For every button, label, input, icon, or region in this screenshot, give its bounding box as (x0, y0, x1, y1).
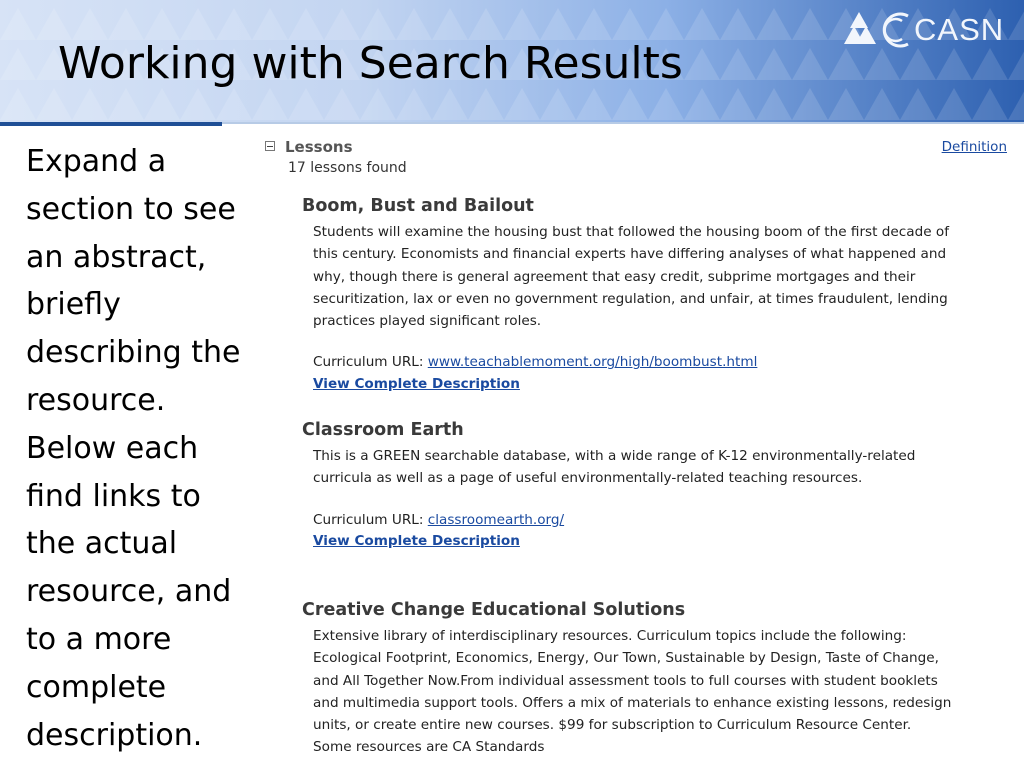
view-description-link[interactable]: View Complete Description (313, 533, 520, 550)
lesson-item (302, 195, 953, 395)
lesson-description: This is a GREEN searchable database, with a wide range of K-12 environmentally-related curricula as well as a page of useful environmentally-related teaching resources. (313, 448, 916, 487)
slide-title: Working with Search Results (58, 38, 683, 89)
results-count: 17 lessons found (288, 160, 407, 176)
lesson-title: Creative Change Educational Solutions (302, 600, 686, 620)
logo-text: CASN (914, 12, 1005, 47)
header-rule-dark (0, 122, 222, 126)
curriculum-url-label: Curriculum URL: (313, 511, 424, 528)
search-results-screenshot (240, 129, 1024, 768)
header-rule-light (222, 122, 1024, 124)
lesson-description: Extensive library of interdisciplinary resources. Curriculum topics include the following: Ecological Footprint, Economics, Energy, Our Town, Sustainable by Design, Taste of Change, and All Together Now.From individual assessment tools to full courses with student booklets and multimedia support tools. Offers a mix of materials to enhance existing lessons, redesign units, or create entire new courses. $99 for subscription to Curriculum Resource Center. Some resources are CA Standards (313, 628, 952, 756)
definition-link[interactable]: Definition (941, 139, 1007, 155)
curriculum-url-label: Curriculum URL: (313, 354, 424, 371)
section-title: Lessons (285, 138, 353, 156)
lesson-item (302, 419, 953, 552)
instruction-text: Expand a section to see an abstract, briefly describing the resource. Below each find links to the actual resource, and to a more complete description. (26, 144, 241, 753)
curriculum-url-link[interactable]: www.teachablemoment.org/high/boombust.html (427, 354, 758, 371)
curriculum-url-row (313, 352, 953, 374)
lesson-description: Students will examine the housing bust that followed the housing boom of the first decade of this century. Economists and financial experts have differing analyses of what happened and why, though there is general agreement that easy credit, subprime mortgages and their securitization, lax or even no government regulation, and unfair, at times fraudulent, lending practices played significant roles. (313, 224, 949, 330)
lesson-title: Classroom Earth (302, 420, 464, 440)
results-header (240, 129, 1024, 189)
curriculum-url-row (313, 510, 953, 532)
curriculum-url-link[interactable]: classroomearth.org/ (427, 511, 565, 528)
lesson-title: Boom, Bust and Bailout (302, 196, 534, 216)
lesson-item (302, 599, 953, 759)
view-description-link[interactable]: View Complete Description (313, 375, 520, 392)
collapse-icon[interactable] (265, 141, 275, 151)
